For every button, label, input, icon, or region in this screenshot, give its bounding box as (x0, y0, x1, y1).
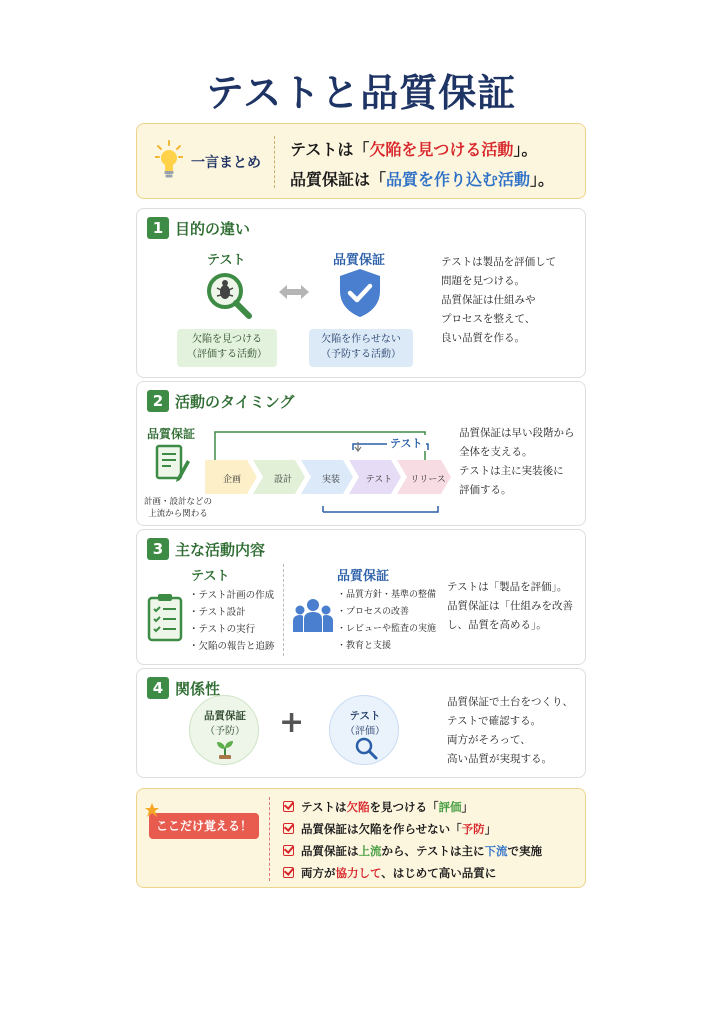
section-purpose (136, 208, 586, 378)
checkbox-icon (283, 845, 294, 856)
qa-label: 品質保証 (333, 253, 386, 268)
row-text: で実施 (507, 844, 543, 858)
summary-box (136, 123, 586, 199)
desc-line: 品質保証で土台をつくり、 (447, 696, 573, 708)
page-title: テストと品質保証 (205, 71, 517, 115)
chip-text: 欠陥を作らせない (321, 334, 401, 345)
double-arrow-icon (278, 283, 310, 301)
row-text: テストは (301, 800, 347, 814)
remember-tag: ここだけ覚える！ (149, 813, 259, 839)
summary-text: 」。 (530, 170, 555, 189)
remember-box (136, 788, 586, 888)
desc-line: 品質保証は「仕組みを改善 (447, 600, 573, 612)
section-relationship (136, 668, 586, 778)
section-number: 4 (147, 677, 169, 699)
summary-line-2 (290, 167, 554, 190)
summary-emphasis-qa: 品質を作り込む活動 (386, 170, 531, 189)
remember-row-1 (283, 799, 473, 815)
step-testing: テスト (365, 475, 393, 485)
list-item: ・テスト設計 (189, 607, 246, 618)
qa-label: 品質保証 (337, 569, 390, 584)
chip-text: 欠陥を見つける (192, 334, 262, 345)
row-text: 両方が (301, 866, 336, 880)
desc-line: 良い品質を作る。 (441, 332, 525, 344)
row-emphasis: 協力して (335, 866, 382, 880)
qa-label: 品質保証 (147, 427, 196, 441)
test-circle (329, 695, 399, 765)
row-text: 」 (484, 822, 497, 836)
chip-text: （予防する活動） (321, 349, 401, 360)
remember-divider (269, 797, 270, 881)
qa-purpose-chip (309, 329, 413, 367)
summary-line-1 (290, 137, 537, 160)
row-text: 品質保証は欠陥を作らせない「 (301, 822, 462, 836)
desc-line: テストは「製品を評価」。 (447, 581, 568, 593)
test-activity-list (189, 587, 275, 655)
desc-line: プロセスを整えて、 (441, 313, 536, 325)
section-title: 関係性 (175, 680, 221, 698)
desc-line: 高い品質が実現する。 (447, 753, 552, 765)
bug-magnifier-icon (203, 269, 255, 319)
test-purpose-chip (177, 329, 277, 367)
section-title: 目的の違い (175, 220, 251, 238)
activities-description (447, 578, 573, 635)
summary-text: 品質保証は「 (290, 170, 387, 189)
desc-line: し、品質を高める」。 (447, 619, 547, 631)
step-implementation: 実装 (321, 475, 340, 485)
row-text: を見つける「 (369, 800, 439, 814)
section-number: 1 (147, 217, 169, 239)
star-icon (145, 803, 159, 817)
magnifier-icon (354, 736, 378, 760)
list-item: ・プロセスの改善 (337, 607, 410, 617)
desc-line: 評価する。 (459, 484, 512, 496)
row-text: 」 (461, 800, 474, 814)
step-design: 設計 (273, 475, 292, 485)
row-emphasis: 上流 (358, 844, 382, 858)
summary-label: 一言まとめ (191, 155, 261, 171)
row-emphasis: 下流 (484, 844, 508, 858)
relationship-description (447, 693, 573, 769)
summary-emphasis-test: 欠陥を見つける活動 (369, 140, 514, 159)
shield-check-icon (337, 267, 383, 319)
row-emphasis: 欠陥 (346, 800, 370, 814)
desc-line: テストは主に実装後に (459, 465, 564, 477)
row-text: 品質保証は (301, 844, 359, 858)
summary-text: テストは「 (290, 140, 370, 159)
desc-line: 品質保証は仕組みや (441, 294, 536, 306)
chip-text: （評価する活動） (187, 349, 267, 360)
team-people-icon (293, 596, 333, 636)
test-timing-label: テスト (387, 435, 426, 451)
test-circle-sublabel: （評価） (345, 726, 385, 737)
note-line: 計画・設計などの (143, 497, 212, 507)
desc-line: 両方がそろって、 (447, 734, 531, 746)
row-text: から、テストは主に (381, 844, 485, 858)
sprout-icon (214, 738, 236, 760)
list-item: ・欠陥の報告と追跡 (189, 641, 275, 652)
list-item: ・教育と支援 (337, 641, 392, 651)
step-planning: 企画 (222, 475, 241, 485)
summary-divider (274, 136, 275, 188)
list-item: ・テスト計画の作成 (189, 590, 275, 601)
section-activities (136, 529, 586, 665)
document-pencil-icon (155, 444, 191, 486)
desc-line: テストは製品を評価して (441, 256, 557, 268)
test-label: テスト (207, 253, 246, 268)
summary-text: 」。 (513, 140, 538, 159)
test-circle-label: テスト (349, 710, 381, 722)
timing-description (459, 424, 575, 500)
desc-line: テストで確認する。 (447, 715, 542, 727)
row-text: 、はじめて高い品質に (381, 866, 497, 880)
purpose-description (441, 253, 556, 348)
note-line: 上流から関わる (148, 509, 208, 519)
row-emphasis: 評価 (438, 800, 462, 814)
section-timing (136, 381, 586, 526)
list-item: ・テストの実行 (189, 624, 256, 635)
remember-row-4 (283, 865, 496, 881)
remember-row-3 (283, 843, 542, 859)
remember-row-2 (283, 821, 496, 837)
qa-activity-list (337, 587, 436, 655)
list-item: ・レビューや監査の実施 (337, 624, 437, 634)
qa-circle (189, 695, 259, 765)
column-divider (283, 564, 284, 656)
row-emphasis: 予防 (461, 822, 485, 836)
checkbox-icon (283, 823, 294, 834)
lightbulb-icon (155, 140, 183, 180)
checklist-clipboard-icon (147, 592, 183, 642)
list-item: ・品質方針・基準の整備 (337, 590, 437, 600)
desc-line: 品質保証は早い段階から (459, 427, 575, 439)
step-release: リリース (410, 475, 446, 485)
section-number: 3 (147, 538, 169, 560)
desc-line: 全体を支える。 (459, 446, 533, 458)
section-title: 主な活動内容 (175, 541, 266, 559)
checkbox-icon (283, 867, 294, 878)
section-title: 活動のタイミング (175, 393, 295, 411)
plus-sign: + (279, 705, 305, 740)
test-label: テスト (191, 569, 230, 584)
desc-line: 問題を見つける。 (441, 275, 525, 287)
qa-circle-sublabel: （予防） (205, 726, 245, 737)
checkbox-icon (283, 801, 294, 812)
section-number: 2 (147, 390, 169, 412)
qa-circle-label: 品質保証 (204, 710, 246, 722)
